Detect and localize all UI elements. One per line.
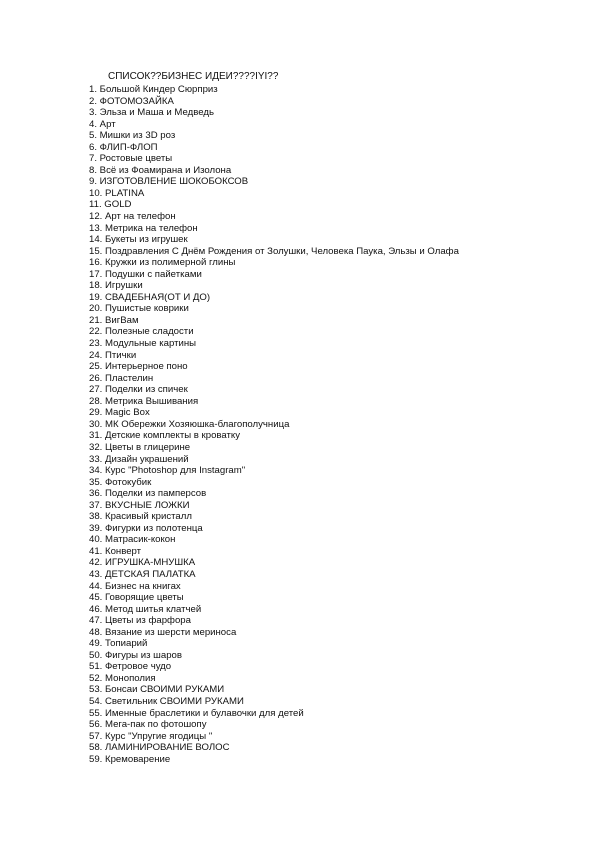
list-item: 41. Конверт: [89, 545, 142, 557]
list-item: 13. Метрика на телефон: [89, 222, 198, 234]
list-item: 22. Полезные сладости: [89, 326, 194, 338]
list-item: 17. Подушки с пайетками: [89, 268, 202, 280]
list-item: 24. Птички: [89, 349, 137, 361]
list-item: 23. Модульные картины: [89, 338, 197, 350]
list-item: 29. Magic Box: [89, 407, 150, 419]
list-item: 18. Игрушки: [89, 280, 143, 292]
list-item: 58. ЛАМИНИРОВАНИЕ ВОЛОС: [89, 742, 230, 754]
list-item: 4. Арт: [89, 118, 116, 130]
list-item: 7. Ростовые цветы: [89, 153, 173, 165]
list-item: 15. Поздравления С Днём Рождения от Золушки, Человека Паука, Эльзы и Олафа: [89, 245, 459, 257]
list-item: 14. Букеты из игрушек: [89, 234, 188, 246]
list-item: 59. Кремоварение: [89, 753, 171, 765]
list-item: 47. Цветы из фарфора: [89, 615, 191, 627]
list-item: 42. ИГРУШКА-МНУШКА: [89, 557, 196, 569]
list-item: 26. Пластелин: [89, 372, 154, 384]
list-item: 35. Фотокубик: [89, 476, 152, 488]
list-item: 20. Пушистые коврики: [89, 303, 189, 315]
list-item: 43. ДЕТСКАЯ ПАЛАТКА: [89, 568, 196, 580]
list-item: 56. Мега-пак по фотошопу: [89, 719, 207, 731]
list-item: 10. PLATINA: [89, 187, 145, 199]
list-item: 40. Матрасик-кокон: [89, 534, 176, 546]
list-item: 31. Детские комплекты в кроватку: [89, 430, 241, 442]
list-item: 8. Всё из Фоамирана и Изолона: [89, 164, 232, 176]
list-item: 12. Арт на телефон: [89, 211, 176, 223]
list-item: 52. Монополия: [89, 672, 156, 684]
list-item: 30. МК Обережки Хозяюшка-благополучница: [89, 418, 290, 430]
list-item: 57. Курс "Упругие ягодицы ": [89, 730, 213, 742]
list-item: 51. Фетровое чудо: [89, 661, 172, 673]
list-item: 11. GOLD: [89, 199, 132, 211]
list-item: 45. Говорящие цветы: [89, 592, 184, 604]
list-item: 50. Фигуры из шаров: [89, 649, 182, 661]
list-item: 27. Поделки из спичек: [89, 384, 188, 396]
list-item: 53. Бонсаи СВОИМИ РУКАМИ: [89, 684, 225, 696]
list-item: 46. Метод шитья клатчей: [89, 603, 202, 615]
list-item: 33. Дизайн украшений: [89, 453, 189, 465]
list-item: 39. Фигурки из полотенца: [89, 522, 203, 534]
list-item: 55. Именные браслетики и булавочки для детей: [89, 707, 304, 719]
list-item: 44. Бизнес на книгах: [89, 580, 181, 592]
list-item: 25. Интерьерное поно: [89, 361, 188, 373]
list-item: 2. ФОТОМОЗАЙКА: [89, 95, 174, 107]
list-item: 3. Эльза и Маша и Медведь: [89, 107, 214, 119]
list-item: 48. Вязание из шерсти мериноса: [89, 626, 237, 638]
list-item: 5. Мишки из 3D роз: [89, 130, 176, 142]
list-item: 28. Метрика Вышивания: [89, 395, 199, 407]
list-item: 38. Красивый кристалл: [89, 511, 192, 523]
list-item: 32. Цветы в глицерине: [89, 441, 191, 453]
list-item: 16. Кружки из полимерной глины: [89, 257, 236, 269]
list-item: 1. Большой Киндер Сюрприз: [89, 84, 218, 95]
list-item: 9. ИЗГОТОВЛЕНИЕ ШОКОБОКСОВ: [89, 176, 249, 188]
list-item: 49. Топиарий: [89, 638, 148, 650]
list-item: 36. Поделки из памперсов: [89, 488, 207, 500]
list-item: 54. Светильник СВОИМИ РУКАМИ: [89, 695, 244, 707]
list-item: 19. СВАДЕБНАЯ(ОТ И ДО): [89, 291, 211, 303]
list-item: 6. ФЛИП-ФЛОП: [89, 141, 158, 153]
business-ideas-list: [89, 84, 459, 765]
document-title: СПИСОК??БИЗНЕС ИДЕИ????IYI??: [108, 71, 279, 82]
list-item: 21. ВигВам: [89, 314, 139, 326]
list-item: 34. Курс "Photoshop для Instagram": [89, 465, 246, 477]
list-item: 37. ВКУСНЫЕ ЛОЖКИ: [89, 499, 190, 511]
